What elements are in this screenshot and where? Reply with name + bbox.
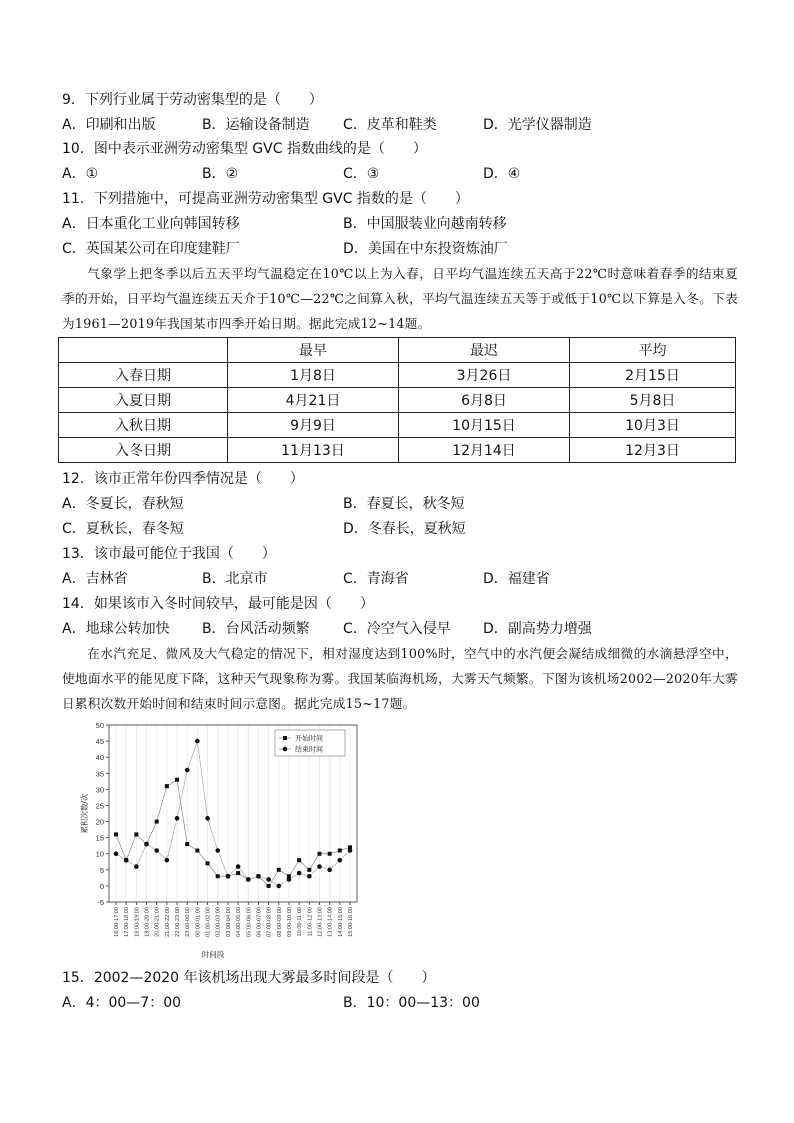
table-row (59, 438, 736, 463)
q14-option-d: D．副高势力增强 (483, 621, 592, 637)
y-tick-label: 10 (95, 849, 104, 859)
x-tick-label: 11:00-12:00 (307, 907, 314, 937)
x-tick-label: 03:00-04:00 (225, 907, 232, 937)
series-line-start (116, 780, 350, 886)
q10-stem: 10．图中表示亚洲劳动密集型 GVC 指数曲线的是（ ） (62, 141, 427, 157)
q15-option-a: A．4：00—7：00 (62, 995, 182, 1011)
data-point-start (155, 820, 159, 824)
x-tick-label: 12:00-13:00 (317, 907, 324, 937)
passage-seasons-text: 气象学上把冬季以后五天平均气温稳定在10℃以上为入春，日平均气温连续五天高于22℃时意味着春季的结束夏季的开始，日平均气温连续五天介于10℃—22℃之间算入秋，平均气温连续五天等于或低于10℃以下算是入冬。下表为1961—2019年我国某市四季开始日期。据此完成12~14题。 (62, 266, 738, 331)
x-tick-label: 16:00-17:00 (114, 907, 120, 937)
q12-option-c: C．夏秋长，春冬短 (62, 521, 184, 537)
q14-option-b: B．台风活动频繁 (202, 621, 310, 637)
data-point-end (205, 816, 210, 821)
table-cell: 12月14日 (399, 438, 570, 463)
table-cell: 入春日期 (59, 363, 228, 388)
data-point-end (114, 851, 119, 856)
q13-option-d: D．福建省 (483, 571, 550, 587)
data-point-start (206, 861, 210, 865)
x-axis-label: 时间段 (201, 950, 225, 959)
passage-fog-text: 在水汽充足、微风及大气稳定的情况下，相对湿度达到100%时，空气中的水汽便会凝结成细微的水滴悬浮空中，使地面水平的能见度下降，这种天气现象称为雾。我国某临海机场，大雾天气频繁。下图为该机场2002—2020年大雾日累积次数开始时间和结束时间示意图。据此完成15~17题。 (62, 646, 738, 711)
data-point-start (267, 884, 271, 888)
q11-option-d: D．美国在中东投资炼油厂 (343, 241, 508, 257)
x-tick-label: 01:00-02:00 (205, 907, 212, 937)
data-point-end (256, 874, 261, 879)
table-header-cell (59, 338, 228, 363)
data-point-end (246, 877, 251, 882)
y-axis-label: 累积次数/次 (80, 793, 89, 834)
data-point-end (144, 842, 149, 847)
table-cell: 4月21日 (228, 388, 399, 413)
x-tick-label: 21:00-22:00 (164, 907, 171, 937)
table-cell: 入冬日期 (59, 438, 228, 463)
data-point-end (327, 868, 332, 873)
q14-option-a: A．地球公转加快 (62, 621, 170, 637)
q10-option-b: B．② (202, 166, 239, 182)
legend-marker-circle (283, 747, 288, 752)
series-line-end (116, 741, 350, 886)
legend-marker-square (283, 736, 287, 740)
y-tick-label: 20 (95, 817, 104, 827)
data-point-end (226, 874, 231, 879)
data-point-end (348, 848, 353, 853)
season-table (58, 337, 736, 463)
q11-stem: 11．下列措施中，可提高亚洲劳动密集型 GVC 指数的是（ ） (62, 191, 469, 207)
table-header-cell: 平均 (570, 338, 736, 363)
y-tick-label: 30 (95, 785, 104, 795)
x-tick-label: 09:00-10:00 (286, 907, 293, 937)
data-point-end (134, 864, 139, 869)
x-tick-label: 17:00-18:00 (124, 907, 131, 937)
x-tick-label: 20:00-21:00 (154, 907, 161, 937)
data-point-end (287, 877, 292, 882)
x-tick-label: 19:00-20:00 (144, 907, 151, 937)
x-tick-label: 23:00-00:00 (185, 907, 192, 937)
table-cell: 入夏日期 (59, 388, 228, 413)
data-point-start (328, 852, 332, 856)
data-point-end (154, 848, 159, 853)
y-tick-label: 25 (95, 801, 104, 811)
passage-seasons (62, 261, 738, 336)
y-tick-label: -5 (97, 898, 104, 907)
data-point-start (114, 832, 118, 836)
fog-count-chart (60, 716, 370, 962)
x-tick-label: 18:00-19:00 (134, 907, 141, 937)
x-tick-label: 13:00-14:00 (327, 907, 334, 937)
q10-option-d: D．④ (483, 166, 521, 182)
data-point-start (195, 849, 199, 853)
data-point-start (277, 868, 281, 872)
q14-option-c: C．冷空气入侵早 (343, 621, 451, 637)
table-row (59, 413, 736, 438)
table-cell: 6月8日 (399, 388, 570, 413)
x-tick-label: 22:00-23:00 (175, 907, 182, 937)
q13-option-a: A．吉林省 (62, 571, 128, 587)
x-tick-label: 04:00-05:00 (236, 907, 243, 937)
table-cell: 12月3日 (570, 438, 736, 463)
y-tick-label: 35 (95, 769, 104, 779)
q12-option-b: B．春夏长，秋冬短 (343, 496, 465, 512)
data-point-end (338, 858, 343, 863)
x-tick-label: 06:00-07:00 (256, 907, 263, 937)
x-tick-label: 08:00-09:00 (276, 907, 283, 937)
q11-option-c: C．英国某公司在印度建鞋厂 (62, 241, 240, 257)
q9-option-c: C．皮革和鞋类 (343, 117, 437, 133)
data-point-start (317, 852, 321, 856)
y-tick-label: 5 (99, 865, 104, 875)
x-tick-label: 10:00-11:00 (297, 907, 304, 937)
q15-option-b: B．10：00—13：00 (343, 995, 480, 1011)
q9-stem: 9．下列行业属于劳动密集型的是（ ） (62, 92, 323, 108)
data-point-end (195, 739, 200, 744)
y-tick-label: 15 (95, 833, 104, 843)
data-point-end (307, 874, 312, 879)
data-point-end (297, 871, 302, 876)
data-point-start (134, 832, 138, 836)
passage-fog (62, 641, 738, 716)
data-point-end (266, 877, 271, 882)
data-point-end (165, 858, 170, 863)
table-header-cell: 最迟 (399, 338, 570, 363)
x-tick-label: 14:00-15:00 (337, 907, 344, 937)
data-point-start (216, 874, 220, 878)
y-tick-label: 40 (95, 753, 104, 763)
q13-option-b: B．北京市 (202, 571, 268, 587)
table-cell: 11月13日 (228, 438, 399, 463)
legend-label: 开始时间 (295, 734, 323, 743)
table-cell: 1月8日 (228, 363, 399, 388)
table-cell: 5月8日 (570, 388, 736, 413)
table-cell: 10月15日 (399, 413, 570, 438)
data-point-start (175, 778, 179, 782)
data-point-start (297, 858, 301, 862)
q11-option-b: B．中国服装业向越南转移 (343, 216, 507, 232)
q9-option-b: B．运输设备制造 (202, 117, 310, 133)
data-point-end (317, 864, 322, 869)
data-point-start (307, 868, 311, 872)
x-tick-label: 00:00-01:00 (195, 907, 202, 937)
q12-option-d: D．冬春长，夏秋短 (343, 521, 466, 537)
data-point-start (338, 849, 342, 853)
data-point-start (236, 871, 240, 875)
data-point-end (236, 864, 241, 869)
x-tick-label: 02:00-03:00 (215, 907, 222, 937)
data-point-end (185, 768, 190, 773)
x-tick-label: 07:00-08:00 (266, 907, 273, 937)
data-point-start (165, 784, 169, 788)
table-header-cell: 最早 (228, 338, 399, 363)
y-tick-label: 50 (95, 721, 104, 730)
table-row (59, 363, 736, 388)
data-point-end (276, 884, 281, 889)
q11-option-a: A．日本重化工业向韩国转移 (62, 216, 240, 232)
table-cell: 3月26日 (399, 363, 570, 388)
table-cell: 入秋日期 (59, 413, 228, 438)
q9-option-d: D．光学仪器制造 (483, 117, 592, 133)
y-tick-label: 45 (95, 737, 104, 747)
q12-stem: 12．该市正常年份四季情况是（ ） (62, 471, 304, 487)
table-row (59, 388, 736, 413)
table-cell: 10月3日 (570, 413, 736, 438)
q13-option-c: C．青海省 (343, 571, 409, 587)
q15-stem: 15．2002—2020 年该机场出现大雾最多时间段是（ ） (62, 970, 436, 986)
data-point-end (124, 858, 129, 863)
table-header-row (59, 338, 736, 363)
q13-stem: 13．该市最可能位于我国（ ） (62, 546, 276, 562)
table-cell: 9月9日 (228, 413, 399, 438)
data-point-start (185, 842, 189, 846)
y-tick-label: 0 (99, 881, 104, 891)
q12-option-a: A．冬夏长，春秋短 (62, 496, 184, 512)
x-tick-label: 15:00-16:00 (348, 907, 354, 937)
table-cell: 2月15日 (570, 363, 736, 388)
data-point-end (175, 816, 180, 821)
x-tick-label: 05:00-06:00 (246, 907, 253, 937)
data-point-end (215, 848, 220, 853)
q10-option-a: A．① (62, 166, 99, 182)
legend-label: 结束时间 (295, 745, 323, 754)
q9-option-a: A．印刷和出版 (62, 117, 156, 133)
q14-stem: 14．如果该市入冬时间较早，最可能是因（ ） (62, 596, 374, 612)
q10-option-c: C．③ (343, 166, 380, 182)
